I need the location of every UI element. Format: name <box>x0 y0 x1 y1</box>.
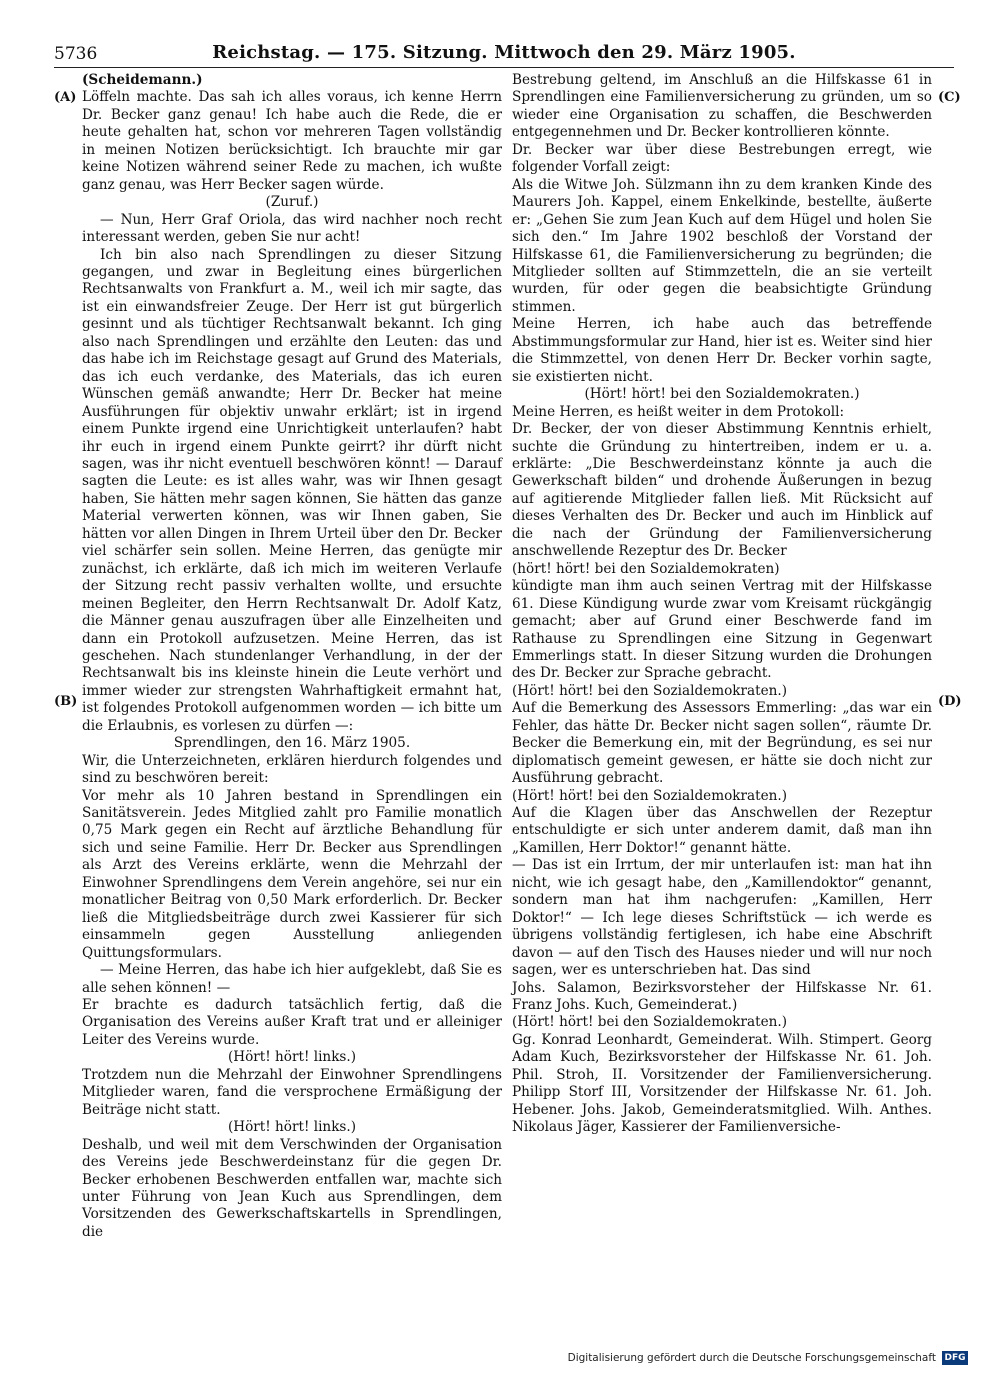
interjection: (Hört! hört! bei den Sozialdemokraten.) <box>584 386 860 403</box>
digitization-footer <box>568 1351 968 1365</box>
footer-text: Digitalisierung gefördert durch die Deutsche Forschungsgemeinschaft <box>567 1352 936 1364</box>
protocol-paragraph: Er brachte es dadurch tatsächlich fertig, daß die Organisation des Vereins außer Kraft trat und er alleiniger Leiter des Vereins wurde. <box>82 997 502 1048</box>
paragraph: Ich bin also nach Sprendlingen zu dieser Sitzung gegangen, und zwar in Begleitung eines bürgerlichen Rechtsanwalts von Frankfurt a. M., weil ich mir sagte, das ist ein einwandsfreier Zeuge. Der Herr ist gut bürgerlich gesinnt und als tüchtiger Rechtsanwalt bekannt. Ich ging also nach Sprendlingen und erzählte den Leuten: das und das habe ich im Reichstage gesagt auf Grund des Materials, das ich euch verdanke, des Materials, das ich euren Wünschen gemäß anwandte; Herr Dr. Becker hat meine Ausführungen für objektiv unwahr erklärt; ist in irgend einem Punkte irgend eine Unrichtigkeit unterlaufen? habt ihr euch in irgend einem Punkte geirrt? ihr dürft nicht sagen, was ihr nicht eventuell beschwören könnt! — Darauf sagten die Leute: es ist alles wahr, was wir Ihnen gesagt haben, Sie hätten mehr sagen können, Sie hätten das ganze Material verwerten können, was wir Ihnen gaben, Sie hätten vor allen Dingen in Ihrem Urteil über den Dr. Becker viel schärfer sein sollen. Meine Herren, das genügte mir zunächst, ich erklärte, daß ich mich im weiteren Verlaufe der Sitzung recht passiv verhalten wollte, und ersuchte meinen Begleiter, den Herrn Rechtsanwalt Dr. Adolf Katz, die Männer genau auszufragen über alle Einzelheiten und dann ein Protokoll aufzusetzen. Meine Herren, das ist geschehen. Nach stundenlanger Verhandlung, in der der Rechtsanwalt bis ins kleinste hinein die Leute verhört und immer wieder zur strengsten Wahrhaftigkeit ermahnt hat, ist folgendes Protokoll aufgenommen worden — ich bitte um die Erlaubnis, es vorlesen zu dürfen —: <box>82 246 502 734</box>
margin-mark-a: (A) <box>54 90 77 105</box>
interjection: (hört! hört! bei den Sozialdemokraten) <box>512 560 780 577</box>
interjection: (Hört! hört! bei den Sozialdemokraten.) <box>512 1014 788 1031</box>
protocol-paragraph: Dr. Becker, der von dieser Abstimmung Kenntnis erhielt, suchte die Gründung zu hintertreiben, indem er u. a. erklärte: „Die Beschwerdeinstanz könnte ja auch die Gewerkschaft bilden“ und drohende Äußerungen in bezug auf agitierende Mitglieder fallen ließ. Mit Rücksicht auf dieses Verhalten des Dr. Becker und auch im Hinblick auf die nach der Gründung der Familienversicherung anschwellende Rezeptur des Dr. Becker <box>512 421 932 560</box>
margin-mark-d: (D) <box>938 694 962 709</box>
page-header <box>54 40 954 70</box>
protocol-paragraph: Vor mehr als 10 Jahren bestand in Sprendlingen ein Sanitätsverein. Jedes Mitglied zahlt pro Familie monatlich 0,75 Mark gegen ein Recht auf ärztliche Behandlung für sich und seine Familie. Herr Dr. Becker aus Sprendlingen als Arzt des Vereins erklärte, wenn die Mehrzahl der Einwohner Sprendlingens dem Verein angehöre, sei nur ein monatlicher Beitrag von 0,50 Mark erforderlich. Dr. Becker ließ die Mitgliedsbeiträge durch zwei Kassierer für sich einsammeln gegen Ausstellung anliegenden Quittungsformulars. <box>82 787 502 961</box>
signatories: Gg. Konrad Leonhardt, Gemeinderat. Wilh. Stimpert. Georg Adam Kuch, Bezirksvorsteher der Hilfskasse Nr. 61. Joh. Phil. Stroh, II. Vorsitzender der Familienversicherung. Philipp Storf III, Vorsitzender der Hilfskasse Nr. 61. Joh. Hebener. Johs. Jakob, Gemeinderatsmitglied. Wilh. Anthes. Nikolaus Jäger, Kassierer der Familienversiche- <box>512 1031 932 1136</box>
protocol-intro: Wir, die Unterzeichneten, erklären hierdurch folgendes und sind zu beschwören bereit: <box>82 752 502 787</box>
margin-mark-b: (B) <box>54 694 78 709</box>
paragraph: — Das ist ein Irrtum, der mir unterlaufen ist: man hat ihn nicht, wie ich gesagt habe, den „Kamillendoktor“ genannt, sondern man hat ihm nachgerufen: „Kamillen, Herr Doktor!“ — Ich lege dieses Schriftstück — ich werde es übrigens vollständig fertiglesen, ich habe eine Abschrift davon — auf den Tisch des Hauses nieder und will nur noch sagen, wer es unterschrieben hat. Das sind <box>512 857 932 979</box>
protocol-paragraph: Dr. Becker war über diese Bestrebungen erregt, wie folgender Vorfall zeigt: <box>512 141 932 176</box>
interjection: (Hört! hört! links.) <box>227 1119 357 1136</box>
interjection: (Hört! hört! bei den Sozialdemokraten.) <box>512 682 788 699</box>
paragraph: Meine Herren, es heißt weiter in dem Protokoll: <box>512 403 845 420</box>
interjection: (Zuruf.) <box>265 194 319 211</box>
right-column <box>512 72 932 1137</box>
speaker-name: (Scheidemann.) <box>82 72 203 88</box>
paragraph: — Meine Herren, das habe ich hier aufgeklebt, daß Sie es alle sehen können! — <box>82 962 502 996</box>
protocol-date: Sprendlingen, den 16. März 1905. <box>173 735 411 752</box>
paragraph: — Nun, Herr Graf Oriola, das wird nachher noch recht interessant werden, geben Sie nur acht! <box>82 211 502 246</box>
protocol-paragraph: Als die Witwe Joh. Sülzmann ihn zu dem kranken Kinde des Maurers Joh. Kappel, einem Enkelkinde, bestellte, äußerte er: „Gehen Sie zum Jean Kuch auf dem Hügel und holen Sie sich den.“ Im Jahre 1902 beschloß der Vorstand der Hilfskasse 61, die Familienversicherung zu begründen; die Mitglieder sollten auf Stimmzetteln, die an sie verteilt wurden, für oder gegen die beabsichtigte Gründung stimmen. <box>512 176 932 315</box>
left-column <box>82 72 502 1241</box>
protocol-paragraph: kündigte man ihm auch seinen Vertrag mit der Hilfskasse 61. Diese Kündigung wurde zwar vom Kreisamt rückgängig gemacht; aber auf Grund einer Beschwerde fand im Rathause zu Sprendlingen eine Sitzung in Gegenwart Emmerlings statt. In dieser Sitzung wurden die Drohungen des Dr. Becker zur Sprache gebracht. <box>512 578 932 682</box>
protocol-paragraph: Bestrebung geltend, im Anschluß an die Hilfskasse 61 in Sprendlingen eine Familienversicherung zu gründen, um so wieder eine Organisation zu schaffen, die Beschwerden entgegennehmen und Dr. Becker kontrollieren könnte. <box>512 72 932 141</box>
margin-mark-c: (C) <box>938 90 961 105</box>
page-number: 5736 <box>54 44 98 64</box>
interjection: (Hört! hört! links.) <box>227 1049 357 1066</box>
interjection: (Hört! hört! bei den Sozialdemokraten.) <box>512 787 788 804</box>
header-rule <box>54 67 954 68</box>
protocol-paragraph: Auf die Klagen über das Anschwellen der Rezeptur entschuldigte er sich unter anderem damit, daß man ihn „Kamillen, Herr Doktor!“ genannt hätte. <box>512 805 932 856</box>
paragraph: Meine Herren, ich habe auch das betreffende Abstimmungsformular zur Hand, hier ist es. Weiter sind hier die Stimmzettel, von denen Herr Dr. Becker vorhin sagte, sie existierten nicht. <box>512 316 932 385</box>
protocol-paragraph: Trotzdem nun die Mehrzahl der Einwohner Sprendlingens Mitglieder waren, fand die versprochene Ermäßigung der Beiträge nicht statt. <box>82 1066 502 1118</box>
protocol-paragraph: Deshalb, und weil mit dem Verschwinden der Organisation des Vereins jede Beschwerdeinstanz für die gegen Dr. Becker erhobenen Beschwerden entfallen war, machte sich unter Führung von Jean Kuch aus Sprendlingen, dem Vorsitzenden des Gewerkschaftskartells in Sprendlingen, die <box>82 1136 502 1240</box>
page-title: Reichstag. — 175. Sitzung. Mittwoch den 29. März 1905. <box>212 42 796 63</box>
protocol-paragraph: Auf die Bemerkung des Assessors Emmerling: „das war ein Fehler, das hätte Dr. Becker nicht sagen sollen“, räumte Dr. Becker die Bemerkung ein, mit der Begründung, es sei nur diplomatisch gemeint gewesen, er hätte sie doch nicht zur Ausführung gebracht. <box>512 700 932 787</box>
signatories: Johs. Salamon, Bezirksvorsteher der Hilfskasse Nr. 61. Franz Johs. Kuch, Gemeinderat.) <box>512 979 932 1014</box>
dfg-logo: DFG <box>942 1351 968 1365</box>
paragraph: Löffeln machte. Das sah ich alles voraus, ich kenne Herrn Dr. Becker ganz genau! Ich habe auch die Rede, die er heute gehalten hat, schon vor mehreren Tagen vollständig in meinen Notizen berücksichtigt. Ich brauchte mir gar keine Notizen während seiner Rede zu machen, ich wußte ganz genau, was Herr Becker sagen würde. <box>82 89 502 193</box>
